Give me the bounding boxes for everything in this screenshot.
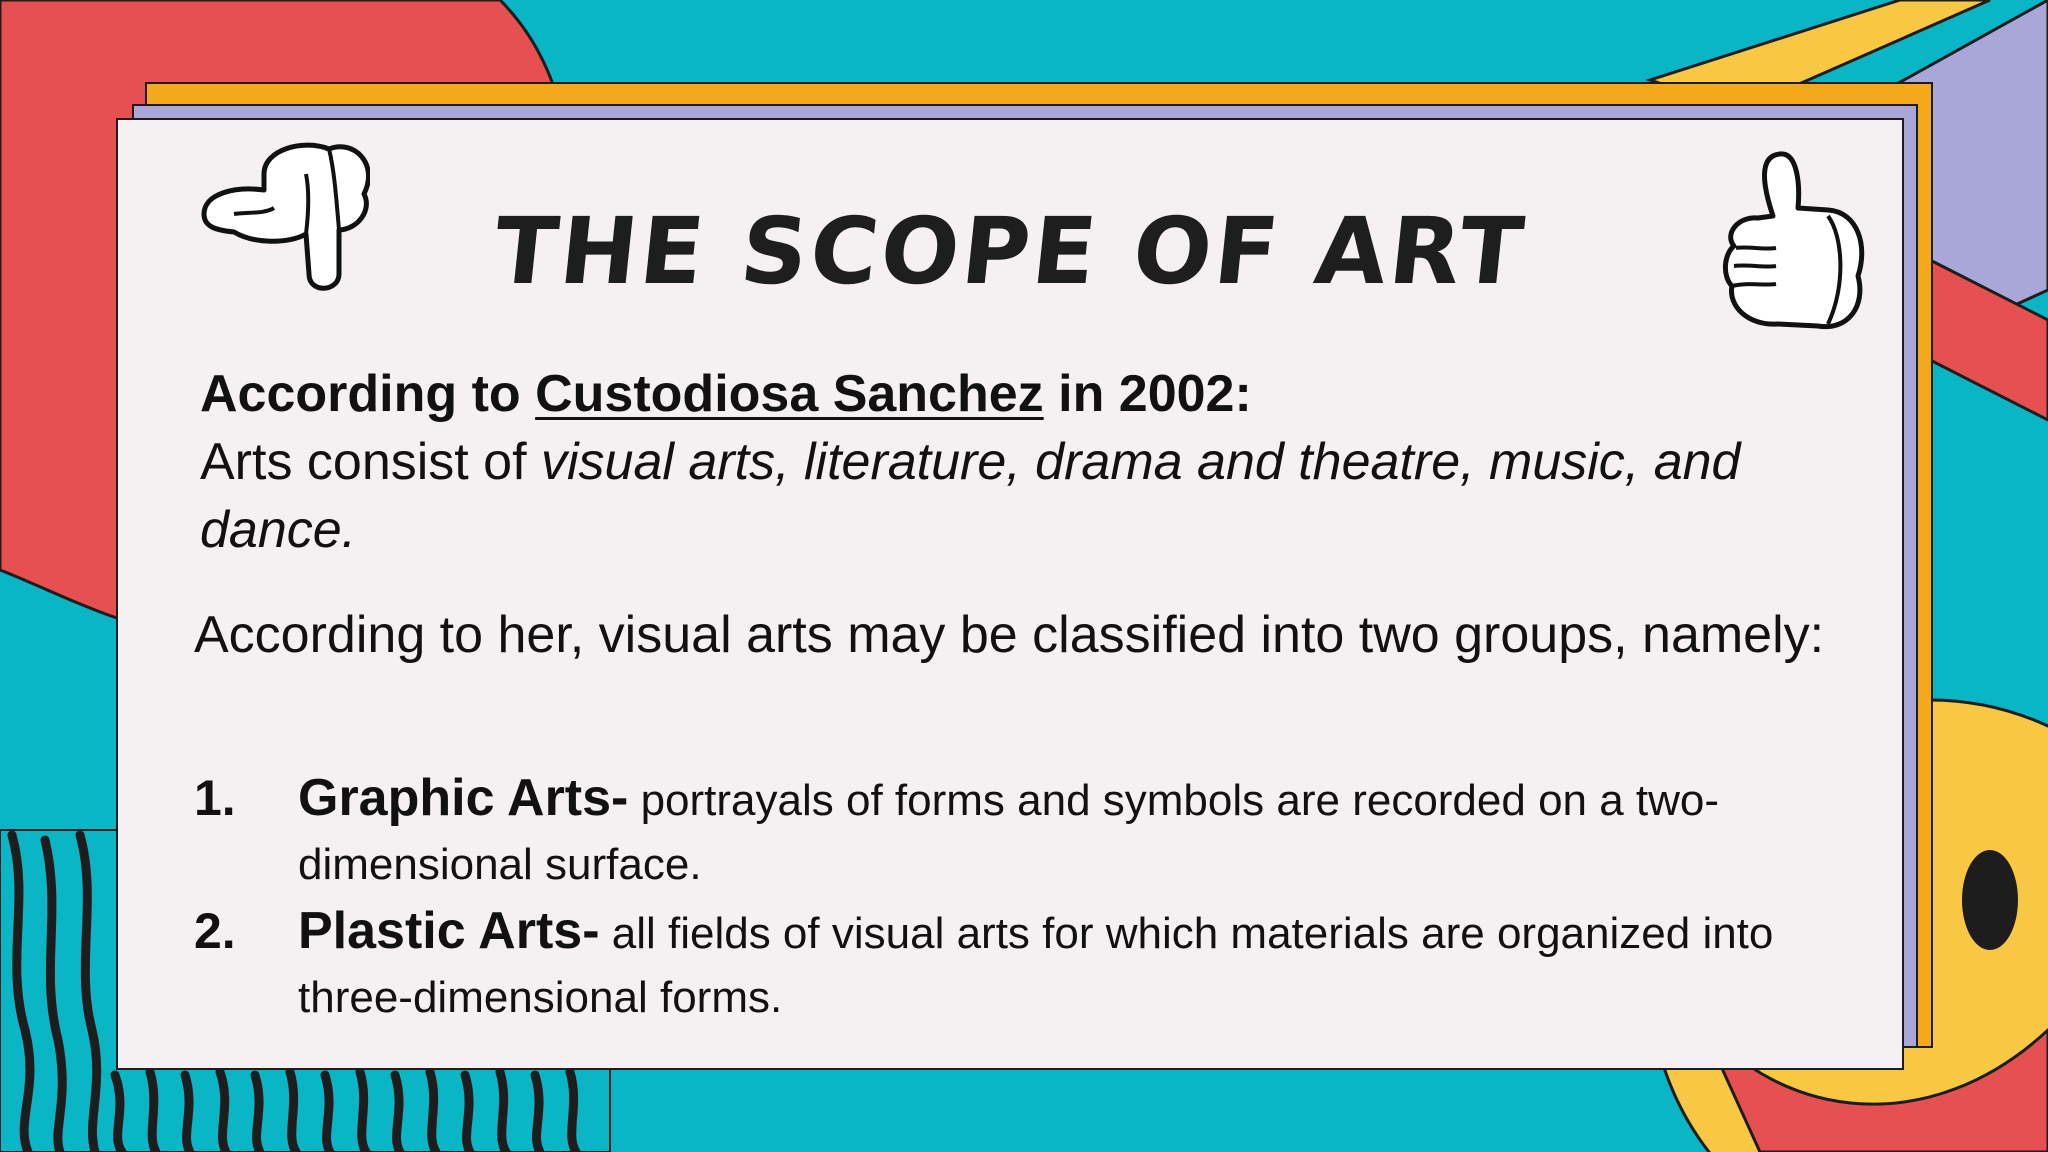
list-item: [194, 766, 1854, 897]
classification-paragraph: According to her, visual arts may be classified into two groups, namely:: [194, 606, 1825, 664]
page-title: THE SCOPE OF ART: [489, 198, 1531, 305]
list-item-number: 2.: [194, 903, 236, 959]
intro-lead-prefix: According to: [200, 365, 536, 423]
list-item: [194, 899, 1854, 1030]
intro-lead-suffix: in 2002:: [1043, 365, 1252, 423]
thumbs-up-hand-icon: [1718, 146, 1868, 336]
list-item-number: 1.: [194, 770, 236, 826]
intro-paragraph: [200, 360, 1860, 564]
list-item-description: all fields of visual arts for which materials are organized into three-dimensional forms.: [298, 909, 1774, 1022]
slide-card: [116, 118, 1904, 1070]
arts-list-italic: visual arts, literature, drama and theatre, music, and dance.: [200, 433, 1741, 559]
author-name: Custodiosa Sanchez: [535, 365, 1044, 423]
list-item-term: Graphic Arts-: [298, 769, 629, 827]
groups-list: [194, 766, 1854, 1032]
intro-text-prefix: Arts consist of: [200, 433, 541, 491]
intro-heading: [200, 360, 1860, 428]
list-item-description: portrayals of forms and symbols are recorded on a two-dimensional surface.: [298, 776, 1720, 889]
list-item-term: Plastic Arts-: [298, 902, 600, 960]
intro-text: [200, 428, 1860, 564]
